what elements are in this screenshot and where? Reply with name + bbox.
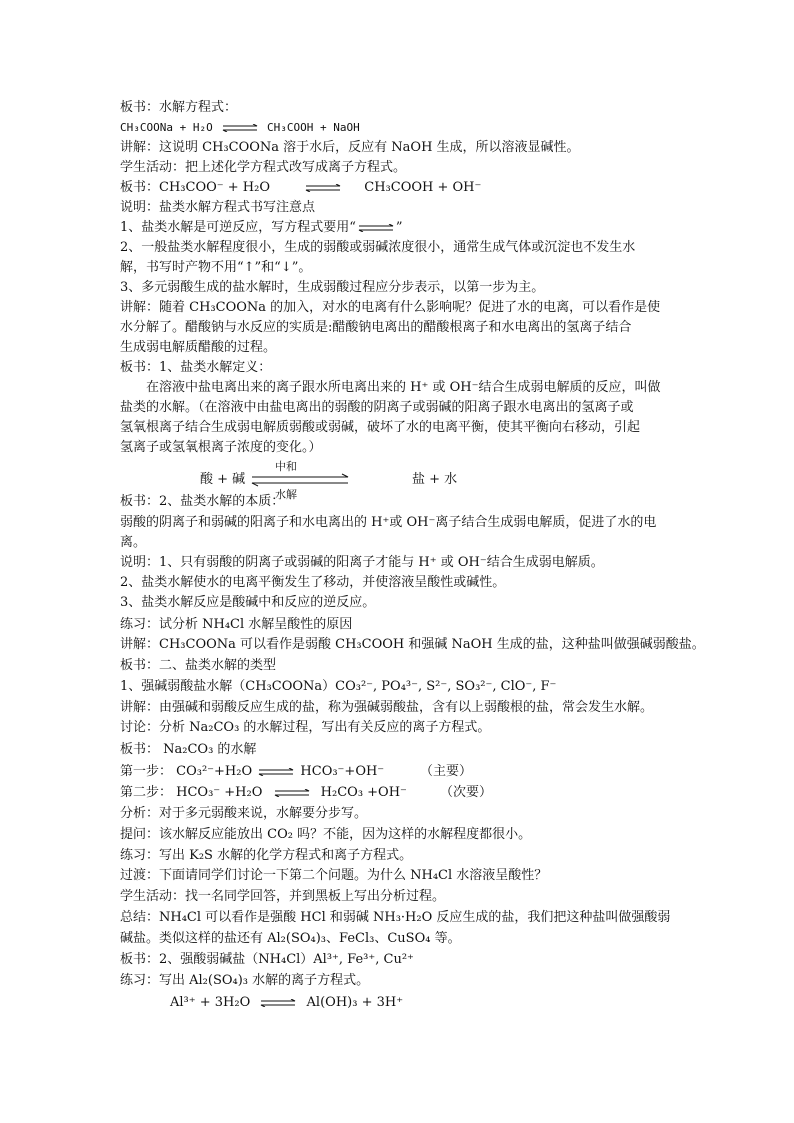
text-line: 在溶液中盐电离出来的离子跟水所电离出来的 H⁺ 或 OH⁻结合生成弱电解质的反应，叫做 xyxy=(146,380,661,395)
text-line: 总结：NH₄Cl 可以看作是强酸 HCl 和弱碱 NH₃·H₂O 反应生成的盐，我们把这种盐叫做强酸弱 xyxy=(120,910,671,925)
equation-left: 第二步： HCO₃⁻ +H₂O xyxy=(120,785,263,800)
equation-left: 酸 + 碱 xyxy=(200,472,246,487)
text-line: 盐类的水解。（在溶液中由盐电离出的弱酸的阴离子或弱碱的阳离子跟水电离出的氢离子或 xyxy=(120,400,634,415)
text-line: 离。 xyxy=(120,535,147,550)
equation-left: CH₃COONa + H₂O xyxy=(120,121,213,134)
equation-note: （主要） xyxy=(420,764,473,779)
text-line: 2、一般盐类水解程度很小，生成的弱酸或弱碱浓度很小，通常生成气体或沉淀也不发生水 xyxy=(120,240,636,255)
text-line: 氢氧根离子结合生成弱电解质弱酸或弱碱，破坏了水的电离平衡，使其平衡向右移动，引起 xyxy=(120,420,641,435)
arrow-label-top: 中和 xyxy=(275,460,297,473)
text-line: 提问：该水解反应能放出 CO₂ 吗？不能，因为这样的水解程度都很小。 xyxy=(120,827,532,842)
text-line: 讲解：随着 CH₃COONa 的加入，对水的电离有什么影响呢？促进了水的电离，可以看作是使 xyxy=(120,300,661,315)
section-heading: 板书：二、盐类水解的类型 xyxy=(120,658,277,673)
text-segment: 1、盐类水解是可逆反应，写方程式要用“ xyxy=(120,220,356,235)
reversible-arrow-icon xyxy=(221,124,259,132)
arrow-label-bottom: 水解 xyxy=(275,488,297,501)
text-line: 学生活动：找一名同学回答，并到黑板上写出分析过程。 xyxy=(120,889,446,904)
text-line: 练习：试分析 NH₄Cl 水解呈酸性的原因 xyxy=(120,617,353,632)
section-heading: 板书：1、盐类水解定义： xyxy=(120,360,272,375)
text-line: 练习：写出 K₂S 水解的化学方程式和离子方程式。 xyxy=(120,848,413,863)
reversible-arrow-icon xyxy=(304,184,342,192)
equation-right: 盐 + 水 xyxy=(412,472,458,487)
text-line: 学生活动：把上述化学方程式改写成离子方程式。 xyxy=(120,160,407,175)
text-line: 1、强碱弱酸盐水解（CH₃COONa）CO₃²⁻, PO₄³⁻, S²⁻, SO₃²⁻, ClO⁻, F⁻ xyxy=(120,679,557,694)
equation-line xyxy=(120,118,700,138)
equation-left: 第一步： CO₃²⁻+H₂O xyxy=(120,764,253,779)
reversible-arrow-icon xyxy=(273,789,311,797)
text-line: 讲解：CH₃COONa 可以看作是弱酸 CH₃COOH 和强碱 NaOH 生成的盐，这种盐叫做强碱弱酸盐。 xyxy=(120,637,705,652)
text-line: 3、多元弱酸生成的盐水解时，生成弱酸过程应分步表示，以第一步为主。 xyxy=(120,280,545,295)
text-line: 水分解了。醋酸钠与水反应的实质是:醋酸钠电离出的醋酸根离子和水电离出的氢离子结合 xyxy=(120,320,632,335)
equation-line xyxy=(120,783,700,803)
text-line: 板书：水解方程式： xyxy=(120,100,238,115)
equation-line xyxy=(170,993,750,1013)
equation-right: HCO₃⁻+OH⁻ xyxy=(300,764,385,779)
equation-right: CH₃COOH + OH⁻ xyxy=(364,180,482,195)
equation-line xyxy=(120,178,700,198)
equation-note: （次要） xyxy=(440,785,493,800)
text-line: 说明：1、只有弱酸的阴离子或弱碱的阳离子才能与 H⁺ 或 OH⁻结合生成弱电解质。 xyxy=(120,555,604,570)
text-line: 弱酸的阴离子和弱碱的阳离子和水电离出的 H⁺或 OH⁻离子结合生成弱电解质，促进了水的电 xyxy=(120,515,657,530)
text-line: 讨论：分析 Na₂CO₃ 的水解过程，写出有关反应的离子方程式。 xyxy=(120,720,491,735)
reversible-arrow-icon xyxy=(257,768,295,776)
equation-left: 板书：CH₃COO⁻ + H₂O xyxy=(120,180,270,195)
equation-right: Al(OH)₃ + 3H⁺ xyxy=(306,995,404,1010)
text-line: 分析：对于多元弱酸来说，水解要分步写。 xyxy=(120,806,368,821)
equation-left: Al³⁺ + 3H₂O xyxy=(170,995,251,1010)
section-heading: 板书：2、盐类水解的本质： xyxy=(120,494,285,509)
text-segment: ” xyxy=(395,220,403,235)
reversible-arrow-icon xyxy=(357,224,395,232)
text-line: 讲解：这说明 CH₃COONa 溶于水后，反应有 NaOH 生成，所以溶液显碱性。 xyxy=(120,140,580,155)
text-line: 板书： Na₂CO₃ 的水解 xyxy=(120,742,257,757)
text-line: 2、盐类水解使水的电离平衡发生了移动，并使溶液呈酸性或碱性。 xyxy=(120,575,506,590)
text-line xyxy=(120,218,700,238)
text-line: 讲解：由强碱和弱酸反应生成的盐，称为强碱弱酸盐，含有以上弱酸根的盐，常会发生水解。 xyxy=(120,700,654,715)
text-line: 解，书写时产物不用“↑”和“↓”。 xyxy=(120,260,312,275)
equation-line xyxy=(120,762,700,782)
text-line: 3、盐类水解反应是酸碱中和反应的逆反应。 xyxy=(120,595,376,610)
reversible-arrow-icon xyxy=(259,999,297,1007)
reversible-arrow-icon xyxy=(250,473,350,487)
text-line: 板书：2、强酸弱碱盐（NH₄Cl）Al³⁺, Fe³⁺, Cu²⁺ xyxy=(120,952,414,967)
equation-right: CH₃COOH + NaOH xyxy=(267,121,360,134)
text-line: 生成弱电解质醋酸的过程。 xyxy=(120,340,277,355)
text-line: 说明：盐类水解方程式书写注意点 xyxy=(120,200,316,215)
equation-right: H₂CO₃ +OH⁻ xyxy=(320,785,407,800)
text-line: 练习：写出 Al₂(SO₄)₃ 水解的离子方程式。 xyxy=(120,973,370,988)
text-line: 氢离子或氢氧根离子浓度的变化。） xyxy=(120,440,322,455)
text-line: 碱盐。类似这样的盐还有 Al₂(SO₄)₃、FeCl₃、CuSO₄ 等。 xyxy=(120,931,461,946)
text-line: 过渡：下面请同学们讨论一下第二个问题。为什么 NH₄Cl 水溶液呈酸性？ xyxy=(120,868,548,883)
